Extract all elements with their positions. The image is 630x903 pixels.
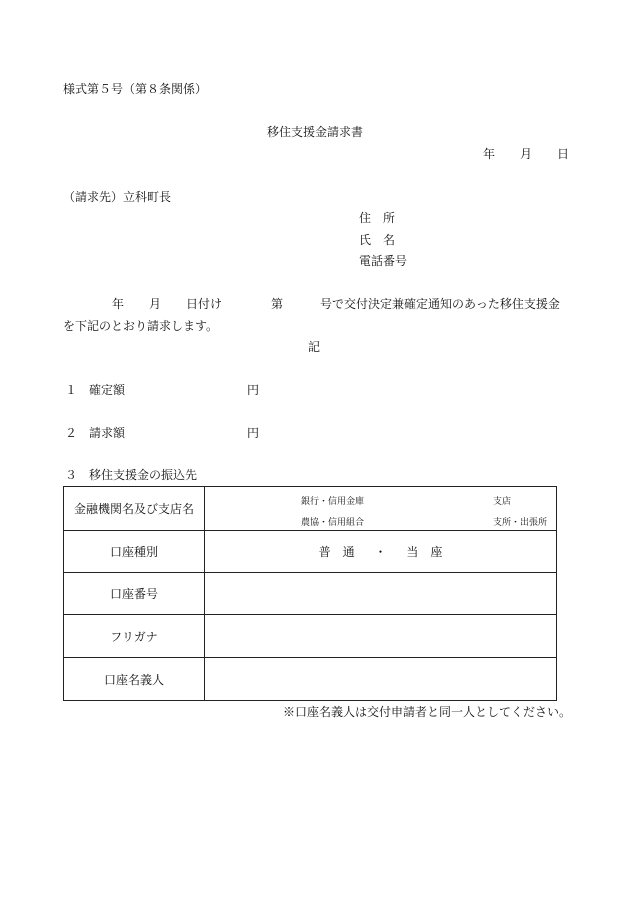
bank-name-field[interactable] bbox=[205, 487, 557, 531]
bank-name-label: 金融機関名及び支店名 bbox=[64, 487, 205, 531]
furigana-field[interactable] bbox=[205, 615, 557, 658]
account-type-label: 口座種別 bbox=[64, 531, 205, 573]
furigana-label: フリガナ bbox=[64, 615, 205, 658]
table-row bbox=[64, 531, 557, 573]
table-row bbox=[64, 658, 557, 701]
address-label: 住 所 bbox=[359, 211, 396, 225]
account-type-separator: ・ bbox=[374, 545, 387, 559]
account-type-field[interactable] bbox=[205, 531, 557, 573]
section-label: 移住支援金の振込先 bbox=[89, 468, 198, 482]
phone-label: 電話番号 bbox=[359, 254, 408, 268]
date-year-label: 年 bbox=[483, 147, 496, 161]
account-holder-label: 口座名義人 bbox=[64, 658, 205, 701]
table-row bbox=[64, 573, 557, 615]
branch-type-1: 支店 bbox=[493, 497, 512, 507]
account-number-label: 口座番号 bbox=[64, 573, 205, 615]
section-number: ３ bbox=[65, 468, 78, 482]
name-label: 氏 名 bbox=[359, 233, 396, 247]
table-row bbox=[64, 487, 557, 531]
ki-label: 記 bbox=[308, 340, 321, 354]
item-number: １ bbox=[65, 383, 78, 397]
date-day-label: 日 bbox=[557, 147, 570, 161]
account-type-ordinary[interactable]: 普 通 bbox=[318, 545, 355, 559]
bank-account-table bbox=[63, 486, 557, 701]
branch-type-2: 支所・出張所 bbox=[493, 518, 548, 528]
item-label: 請求額 bbox=[89, 426, 126, 440]
account-number-field[interactable] bbox=[205, 573, 557, 615]
bank-type-2: 農協・信用組合 bbox=[301, 518, 365, 528]
item-unit: 円 bbox=[247, 426, 260, 440]
document-title: 移住支援金請求書 bbox=[267, 125, 364, 139]
table-row bbox=[64, 615, 557, 658]
body-number-prefix: 第 bbox=[271, 297, 284, 311]
body-line2: を下記のとおり請求します。 bbox=[63, 319, 219, 333]
account-type-current[interactable]: 当 座 bbox=[406, 545, 443, 559]
body-year: 年 bbox=[112, 297, 125, 311]
addressee: （請求先）立科町長 bbox=[63, 190, 172, 204]
body-date-suffix: 日付け bbox=[186, 297, 223, 311]
form-number: 様式第５号（第８条関係） bbox=[63, 82, 208, 96]
account-holder-field[interactable] bbox=[205, 658, 557, 701]
item-label: 確定額 bbox=[89, 383, 126, 397]
body-month: 月 bbox=[149, 297, 162, 311]
item-unit: 円 bbox=[247, 383, 260, 397]
item-number: ２ bbox=[65, 426, 78, 440]
body-line1-rest: 号で交付決定兼確定通知のあった移住支援金 bbox=[320, 297, 560, 311]
date-month-label: 月 bbox=[520, 147, 533, 161]
bank-type-1: 銀行・信用金庫 bbox=[301, 497, 365, 507]
holder-note: ※口座名義人は交付申請者と同一人としてください。 bbox=[283, 705, 572, 719]
